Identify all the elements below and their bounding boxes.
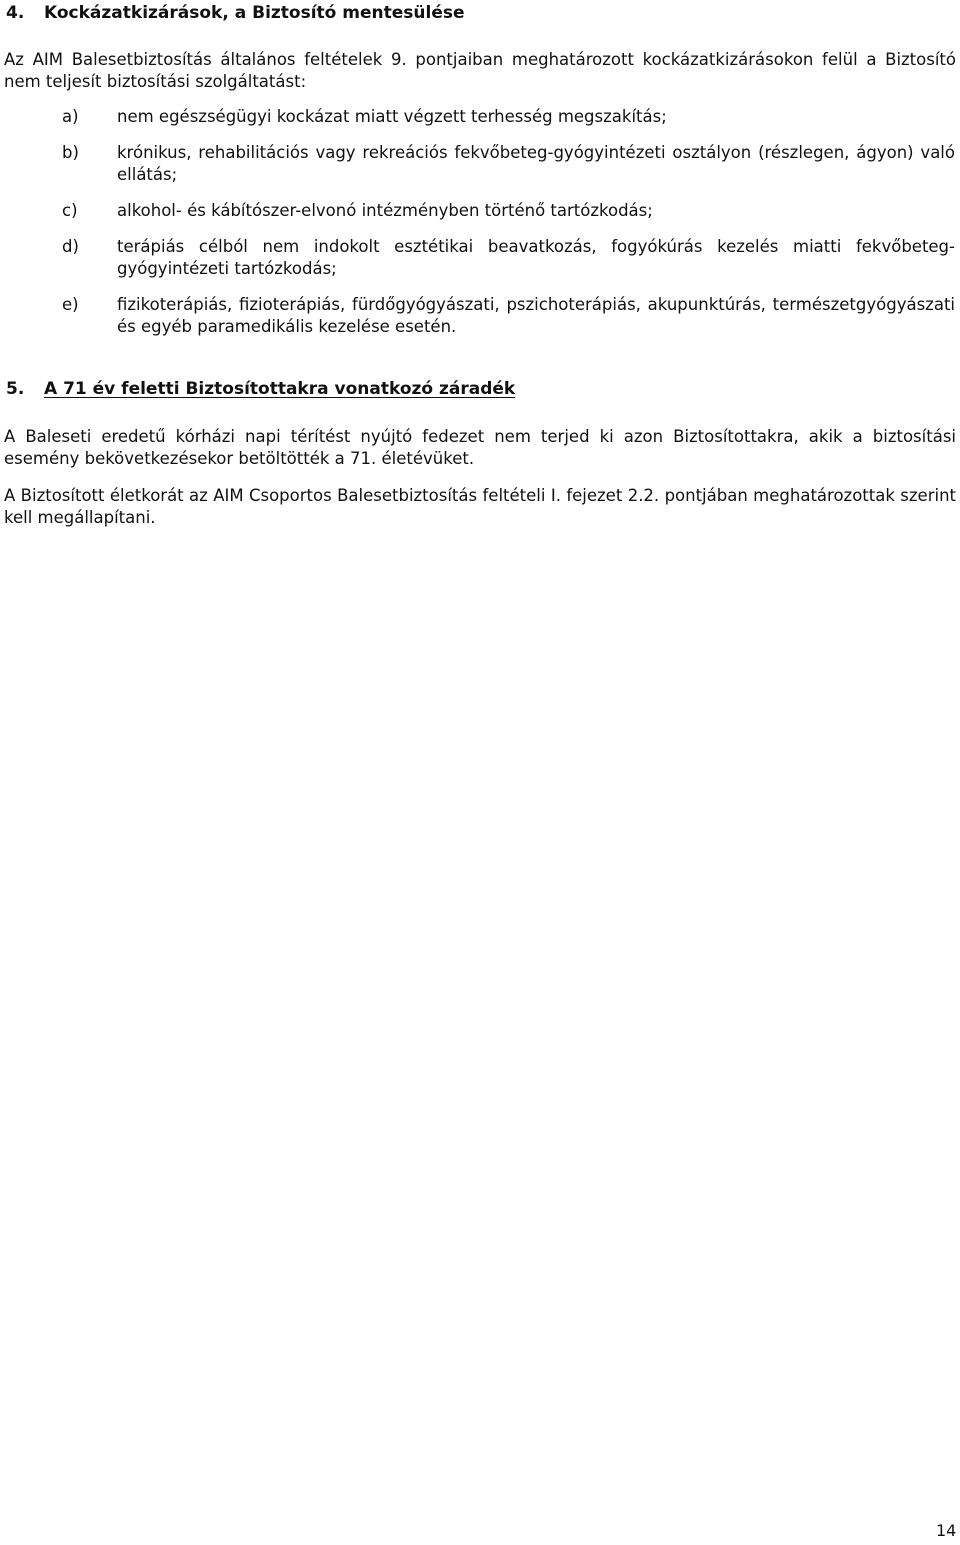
list-item-text: alkohol- és kábítószer-elvonó intézményben történő tartózkodás; bbox=[117, 201, 653, 220]
section-5-number: 5. bbox=[6, 379, 25, 399]
list-item-text: fizikoterápiás, fizioterápiás, fürdőgyógyászati, pszichoterápiás, akupunktúrás, természetgyógyászati és egyéb paramedikális kezelése esetén. bbox=[117, 295, 955, 336]
section-5-title: A 71 év feletti Biztosítottakra vonatkozó záradék bbox=[44, 379, 516, 399]
list-item bbox=[0, 236, 960, 280]
list-item-marker: e) bbox=[62, 295, 79, 314]
list-item-text: terápiás célból nem indokolt esztétikai beavatkozás, fogyókúrás kezelés miatti fekvőbeteg-gyógyintézeti tartózkodás; bbox=[117, 237, 955, 278]
exclusion-list bbox=[0, 106, 960, 352]
section-4-title: Kockázatkizárások, a Biztosító mentesülése bbox=[44, 3, 465, 23]
list-item bbox=[0, 106, 960, 128]
list-item-text: nem egészségügyi kockázat miatt végzett terhesség megszakítás; bbox=[117, 107, 667, 126]
list-item-marker: b) bbox=[62, 143, 79, 162]
section-5-paragraph-1: A Baleseti eredetű kórházi napi térítést nyújtó fedezet nem terjed ki azon Biztosítottakra, akik a biztosítási esemény bekövetkezésekor betöltötték a 71. életévüket. bbox=[4, 427, 956, 468]
section-5-heading bbox=[6, 378, 515, 400]
section-4-heading bbox=[6, 2, 465, 24]
page-number: 14 bbox=[936, 1521, 957, 1540]
section-5-paragraph-2: A Biztosított életkorát az AIM Csoportos Balesetbiztosítás feltételi I. fejezet 2.2. pontjában meghatározottak szerint kell megállapítani. bbox=[4, 486, 956, 527]
list-item-marker: a) bbox=[62, 107, 79, 126]
list-item-marker: d) bbox=[62, 237, 79, 256]
list-item bbox=[0, 142, 960, 186]
section-4-intro: Az AIM Balesetbiztosítás általános feltételek 9. pontjaiban meghatározott kockázatkizárásokon felül a Biztosító nem teljesít biztosítási szolgáltatást: bbox=[4, 50, 956, 91]
list-item-text: krónikus, rehabilitációs vagy rekreációs fekvőbeteg-gyógyintézeti osztályon (részlegen, ágyon) való ellátás; bbox=[117, 143, 955, 184]
list-item-marker: c) bbox=[62, 201, 78, 220]
section-4-number: 4. bbox=[6, 3, 25, 23]
list-item bbox=[0, 200, 960, 222]
list-item bbox=[0, 294, 960, 338]
